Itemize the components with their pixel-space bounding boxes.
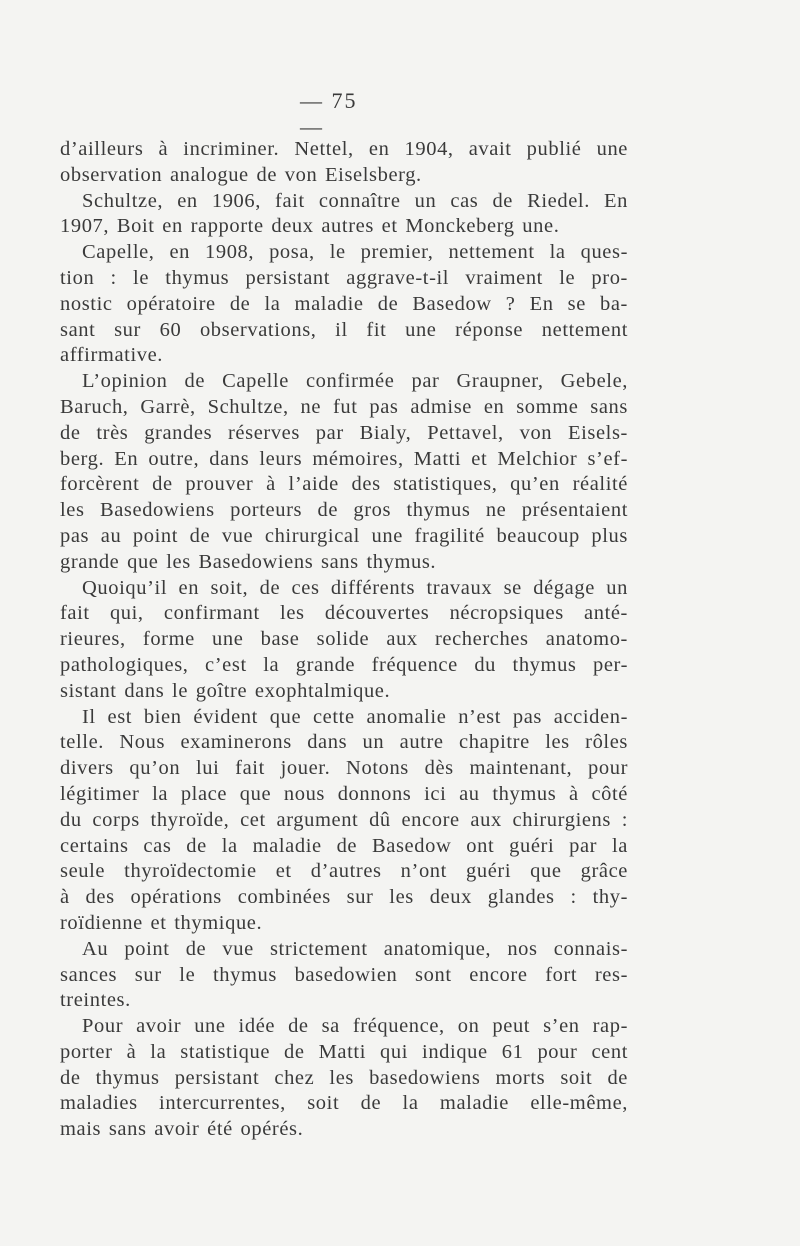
text-line: du corps thyroïde, cet argument dû encore aux chirurgiens : — [60, 808, 628, 831]
text-line: berg. En outre, dans leurs mémoires, Matti et Melchior s’ef- — [60, 447, 628, 470]
text-line: mais sans avoir été opérés. — [60, 1118, 304, 1141]
body-text — [60, 137, 628, 1143]
text-line: fait qui, confirmant les découvertes nécropsiques anté- — [60, 602, 628, 625]
text-line: seule thyroïdectomie et d’autres n’ont guéri que grâce — [60, 860, 628, 883]
text-line: sances sur le thymus basedowien sont encore fort res- — [60, 963, 628, 986]
text-line: Capelle, en 1908, posa, le premier, nettement la ques- — [82, 241, 628, 264]
text-line: roïdienne et thymique. — [60, 911, 263, 934]
text-line: L’opinion de Capelle confirmée par Graupner, Gebele, — [82, 370, 628, 393]
text-line: 1907, Boit en rapporte deux autres et Monckeberg une. — [60, 215, 560, 238]
text-line: Baruch, Garrè, Schultze, ne fut pas admise en somme sans — [60, 395, 628, 418]
text-line: affirmative. — [60, 344, 164, 367]
text-line: Il est bien évident que cette anomalie n’est pas acciden- — [82, 705, 628, 728]
text-line: légitimer la place que nous donnons ici au thymus à côté — [60, 782, 628, 805]
text-line: pas au point de vue chirurgical une fragilité beaucoup plus — [60, 524, 628, 547]
text-line: sistant dans le goître exophtalmique. — [60, 679, 391, 702]
page-number: — 75 — — [300, 88, 358, 139]
text-line: sant sur 60 observations, il fit une réponse nettement — [60, 318, 628, 341]
text-line: treintes. — [60, 989, 131, 1012]
text-line: d’ailleurs à incriminer. Nettel, en 1904, avait publié une — [60, 138, 628, 160]
text-line: maladies intercurrentes, soit de la maladie elle-même, — [60, 1092, 628, 1115]
text-line: de thymus persistant chez les basedowiens morts soit de — [60, 1066, 628, 1089]
text-line: les Basedowiens porteurs de gros thymus ne présentaient — [60, 499, 628, 522]
text-line: nostic opératoire de la maladie de Basedow ? En se ba- — [60, 292, 628, 315]
text-line: à des opérations combinées sur les deux glandes : thy- — [60, 886, 628, 909]
text-line: porter à la statistique de Matti qui indique 61 pour cent — [60, 1040, 628, 1063]
text-line: pathologiques, c’est la grande fréquence du thymus per- — [60, 653, 628, 676]
text-line: telle. Nous examinerons dans un autre chapitre les rôles — [60, 731, 628, 754]
text-line: Au point de vue strictement anatomique, nos connais- — [82, 937, 628, 960]
text-line: rieures, forme une base solide aux recherches anatomo- — [60, 628, 628, 651]
text-line: grande que les Basedowiens sans thymus. — [60, 550, 437, 573]
text-line: Schultze, en 1906, fait connaître un cas de Riedel. En — [82, 189, 628, 212]
text-line: Quoiqu’il en soit, de ces différents travaux se dégage un — [82, 576, 628, 599]
text-line: Pour avoir une idée de sa fréquence, on peut s’en rap- — [82, 1015, 628, 1038]
text-line: tion : le thymus persistant aggrave-t-il vraiment le pro- — [60, 266, 628, 289]
text-line: forcèrent de prouver à l’aide des statistiques, qu’en réalité — [60, 473, 628, 496]
text-line: certains cas de la maladie de Basedow ont guéri par la — [60, 834, 628, 857]
text-line: observation analogue de von Eiselsberg. — [60, 163, 422, 186]
text-line: divers qu’on lui fait jouer. Notons dès maintenant, pour — [60, 757, 628, 780]
text-line: de très grandes réserves par Bialy, Pettavel, von Eisels- — [60, 421, 628, 444]
